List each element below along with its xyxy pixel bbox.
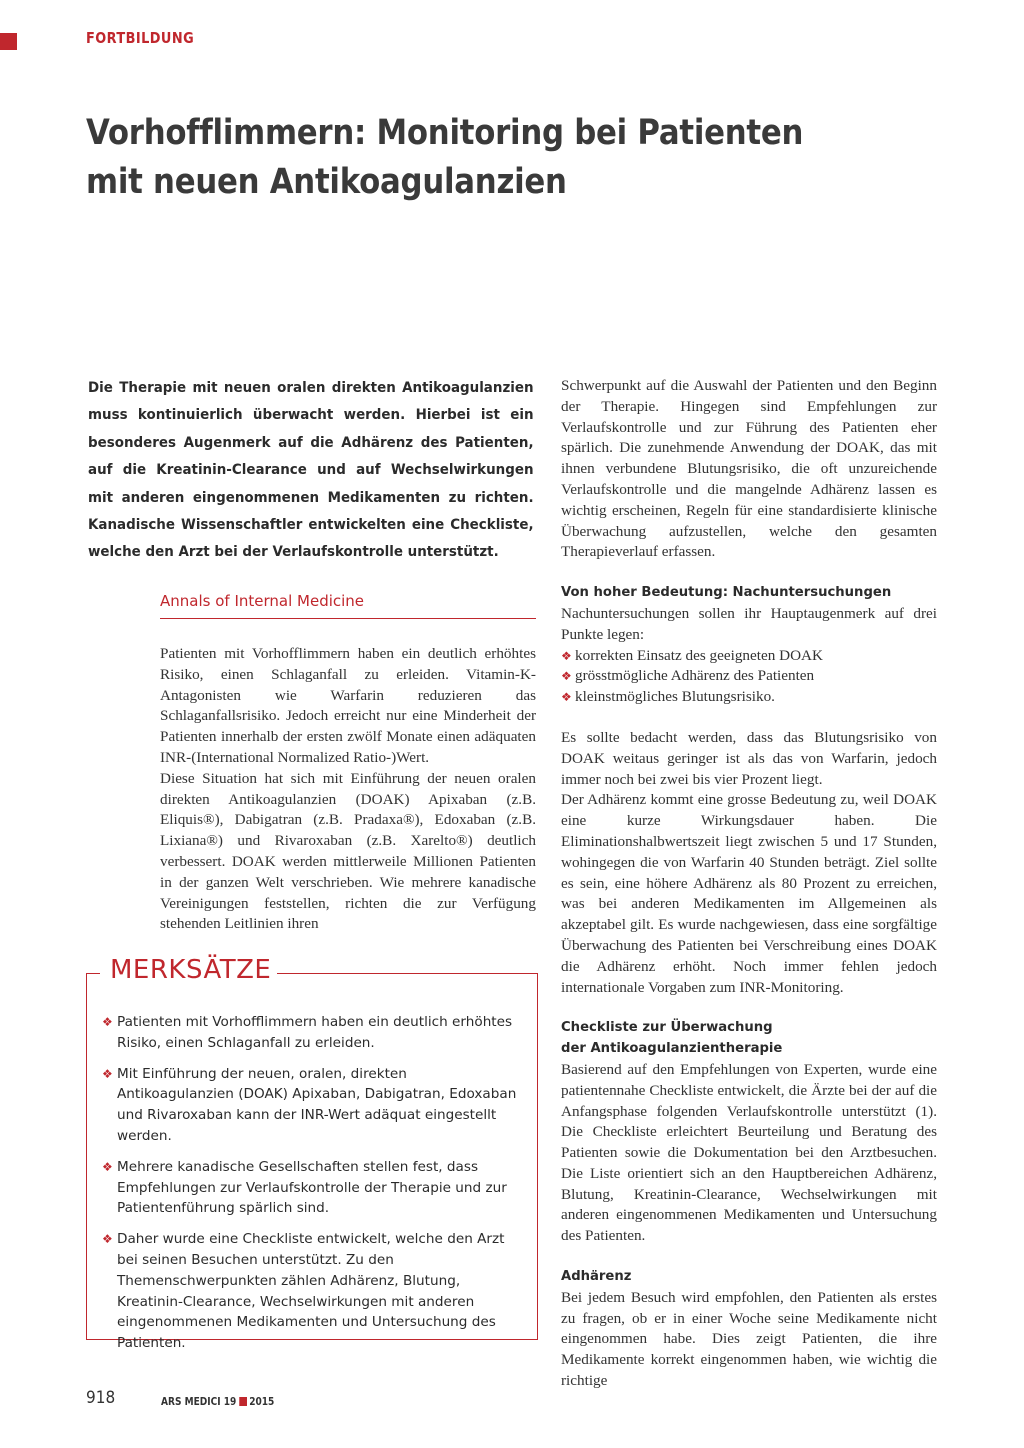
article-title	[86, 109, 825, 207]
title-line-2: mit neuen Antikoagulanzien	[86, 162, 567, 202]
subheading: der Antikoagulanzientherapie	[561, 1041, 783, 1057]
section-label: FORTBILDUNG	[86, 29, 195, 47]
paragraph: Bei jedem Besuch wird empfohlen, den Patienten als erstes zu fragen, ob er in einer Woche seine Medikamente nicht eingenommen habe. Dies zeigt Patienten, die ihre Medikamente korrekt eingenommen haben, wie wichtig die richtige	[561, 1288, 937, 1390]
merksaetze-title: MERKSÄTZE	[104, 955, 277, 985]
list-item-text: Mit Einführung der neuen, oralen, direkten Antikoagulanzien (DOAK) Apixaban, Dabigatran, Edoxaban und Rivaroxaban kann der INR-Wert adäquat eingestellt werden.	[117, 1065, 517, 1144]
paragraph: Schwerpunkt auf die Auswahl der Patienten und den Beginn der Therapie. Hingegen sind Empfehlungen zur Verlaufskontrolle und zur Führung des Patienten eher spärlich. Die zunehmende Anwendung der DOAK, das mit ihnen verbundene Blutungsrisiko, die oft unzureichende Verlaufskontrolle und die mangelnde Adhärenz lassen es wichtig erscheinen, Regeln für eine standardisierte klinische Überwachung aufzustellen, welche den gesamten Therapieverlauf erfassen.	[561, 377, 937, 561]
diamond-bullet-icon: ❖	[102, 1015, 113, 1029]
journal-year: 2015	[249, 1396, 275, 1408]
diamond-bullet-icon: ❖	[102, 1232, 113, 1247]
right-body-text	[561, 376, 937, 1392]
list-item: ❖ grösstmögliche Adhärenz des Patienten	[561, 666, 937, 687]
square-icon	[239, 1397, 247, 1406]
source-reference: Annals of Internal Medicine	[160, 592, 536, 619]
paragraph: Patienten mit Vorhofflimmern haben ein deutlich erhöhtes Risiko, einen Schlaganfall zu erleiden. Vitamin-K-Antagonisten wie Warfarin reduzieren das Schlaganfallsrisiko. Jedoch erreicht nur eine Minderheit der Patienten innerhalb der ersten zwölf Monate einen adäquaten INR-(International Normalized Ratio-)Wert.	[160, 645, 536, 766]
diamond-bullet-icon: ❖	[561, 690, 572, 705]
lead-paragraph: Die Therapie mit neuen oralen direkten Antikoagulanzien muss kontinuierlich überwacht werden. Hierbei ist ein besonderes Augenmerk auf die Adhärenz des Patienten, auf die Kreatinin-Clearance und auf Wechselwirkungen mit anderen eingenommenen Medikamenten zu richten. Kanadische Wissenschaftler entwickelten eine Checkliste, welche den Arzt bei der Verlaufskontrolle unterstützt.	[88, 380, 534, 561]
diamond-bullet-icon: ❖	[102, 1066, 113, 1081]
paragraph: Der Adhärenz kommt eine grosse Bedeutung zu, weil DOAK eine kurze Wirkungsdauer haben. Die Eliminationshalbwertszeit liegt zwischen 5 und 17 Stunden, wohingegen die von Warfarin 40 Stunden beträgt. Ziel sollte es sein, eine höhere Adhärenz als 80 Prozent zu erreichen, was bei anderen Medikamenten im Allgemeinen als akzeptabel gilt. Es wurde nachgewiesen, dass eine sorgfältige Überwachung des Patienten bei Verschreibung eines DOAK die Adhärenz erhöht. Noch immer fehlen jedoch internationale Vorgaben zum INR-Monitoring.	[561, 791, 937, 996]
diamond-bullet-icon: ❖	[561, 648, 572, 663]
divider	[268, 973, 537, 974]
diamond-bullet-icon: ❖	[561, 669, 572, 684]
list-item	[102, 1064, 526, 1147]
subheading: Adhärenz	[561, 1269, 632, 1285]
diamond-bullet-icon: ❖	[102, 1159, 113, 1174]
list-item	[102, 1229, 526, 1354]
paragraph: Nachuntersuchungen sollen ihr Hauptaugenmerk auf drei Punkte legen:	[561, 604, 937, 643]
subheading: Von hoher Bedeutung: Nachuntersuchungen	[561, 585, 892, 601]
list-item	[102, 1012, 526, 1054]
list-item: ❖ korrekten Einsatz des geeigneten DOAK	[561, 646, 937, 667]
subheading: Checkliste zur Überwachung	[561, 1020, 773, 1036]
list-item-text: Mehrere kanadische Gesellschaften stellen fest, dass Empfehlungen zur Verlaufskontrolle der Therapie und zur Patientenführung spärlich sind.	[117, 1158, 507, 1217]
merksaetze-list	[102, 1012, 526, 1364]
journal-name: ARS MEDICI 19	[161, 1396, 237, 1408]
list-item-text: Patienten mit Vorhofflimmern haben ein deutlich erhöhtes Risiko, einen Schlaganfall zu erleiden.	[117, 1014, 513, 1051]
paragraph: Es sollte bedacht werden, dass das Blutungsrisiko von DOAK weitaus geringer ist als das von Warfarin, jedoch immer noch bei zwei bis vier Prozent liegt.	[561, 728, 937, 788]
page-number: 918	[86, 1388, 116, 1408]
journal-info	[161, 1396, 274, 1408]
divider	[86, 973, 100, 974]
list-item-text: Daher wurde eine Checkliste entwickelt, welche den Arzt bei seinen Besuchen unterstützt. Zu den Themenschwerpunkten zählen Adhärenz, Blutung, Kreatinin-Clearance, Wechselwirkungen mit anderen eingenommenen Medikamenten und Untersuchung des Patienten.	[117, 1231, 505, 1352]
list-item	[102, 1157, 526, 1219]
left-body-text	[160, 644, 536, 935]
paragraph: Diese Situation hat sich mit Einführung der neuen oralen direkten Antikoagulanzien (DOAK) Apixaban (z.B. Eliquis®), Dabigatran (z.B. Pradaxa®), Edoxaban (z.B. Lixiana®) und Rivaroxaban (z.B. Xarelto®) deutlich verbessert. DOAK werden mittlerweile Millionen Patienten in der ganzen Welt verschrieben. Wie mehrere kanadische Vereinigungen feststellen, richten die zur Verfügung stehenden Leitlinien ihren	[160, 769, 536, 933]
section-marker	[0, 33, 17, 50]
list-item: ❖ kleinstmögliches Blutungsrisiko.	[561, 687, 937, 708]
title-line-1: Vorhofflimmern: Monitoring bei Patienten	[86, 113, 804, 153]
paragraph: Basierend auf den Empfehlungen von Experten, wurde eine patientennahe Checkliste entwickelt, die Ärzte bei der auf die Anfangsphase folgenden Verlaufskontrolle unterstützt (1). Die Checkliste erleichtert Beurteilung und Beratung des Patienten sowie die Dokumentation bei den Arztbesuchen. Die Liste orientiert sich an den Hauptbereichen Adhärenz, Blutung, Kreatinin-Clearance, Wechselwirkungen mit anderen eingenommenen Medikamenten und Untersuchung des Patienten.	[561, 1060, 937, 1245]
